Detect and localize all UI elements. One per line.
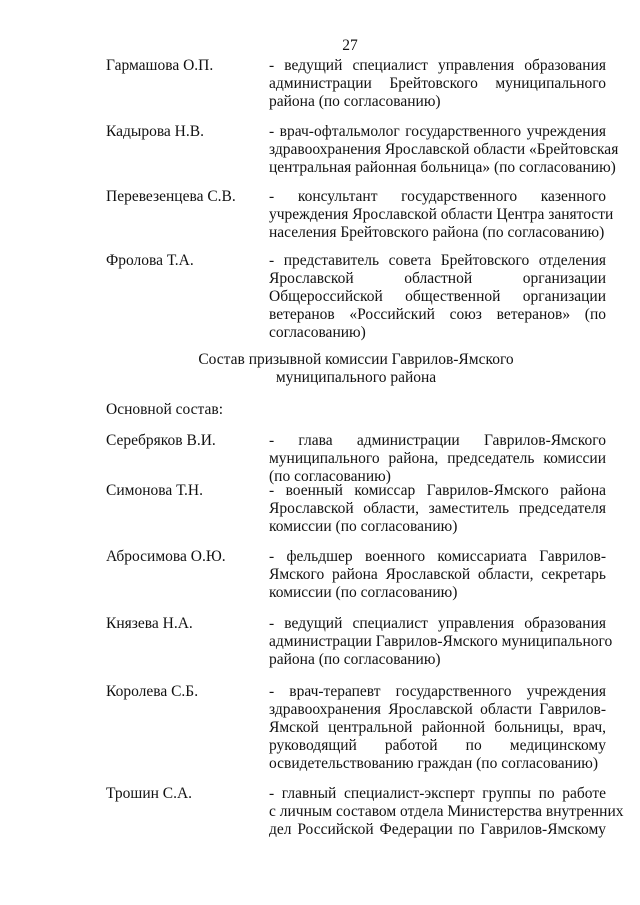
description-line: района (по согласованию) bbox=[269, 651, 441, 668]
description-line: администрации Брейтовского муниципального bbox=[269, 75, 606, 92]
description-line: (по согласованию) bbox=[269, 468, 391, 485]
description-line: с личным составом отдела Министерства внутренних bbox=[269, 803, 624, 820]
member-name: Серебряков В.И. bbox=[106, 432, 216, 449]
member-description bbox=[269, 615, 613, 669]
member-description bbox=[269, 188, 614, 242]
description-line: - ведущий специалист управления образования bbox=[269, 615, 606, 632]
description-line: здравоохранения Ярославской области Гаврилов- bbox=[269, 701, 606, 718]
section-title-line: муниципального района bbox=[275, 369, 437, 386]
member-description bbox=[269, 432, 606, 486]
description-line: здравоохранения Ярославской области «Брейтовская bbox=[269, 141, 619, 158]
member-name: Князева Н.А. bbox=[106, 615, 193, 632]
description-line: - ведущий специалист управления образования bbox=[269, 57, 606, 74]
member-description bbox=[269, 683, 606, 773]
member-name: Симонова Т.Н. bbox=[106, 482, 203, 499]
member-description bbox=[269, 482, 606, 536]
member-description bbox=[269, 785, 624, 839]
description-line: согласованию) bbox=[269, 324, 366, 341]
description-line: - консультант государственного казенного bbox=[269, 188, 606, 205]
page-number: 27 bbox=[342, 37, 358, 54]
member-name: Кадырова Н.В. bbox=[106, 123, 204, 140]
description-line: учреждения Ярославской области Центра занятости bbox=[269, 206, 614, 223]
section-title bbox=[106, 351, 606, 387]
description-line: района (по согласованию) bbox=[269, 93, 441, 110]
description-line: населения Брейтовского района (по согласованию) bbox=[269, 224, 605, 241]
section-title-line: Состав призывной комиссии Гаврилов-Ямского bbox=[198, 351, 514, 368]
description-line: Ярославской областной организации bbox=[269, 270, 606, 287]
description-line: Ямского района Ярославской области, секретарь bbox=[269, 566, 606, 583]
description-line: центральная районная больница» (по согласованию) bbox=[269, 159, 616, 176]
description-line: - военный комиссар Гаврилов-Ямского района bbox=[269, 482, 606, 499]
member-name: Перевезенцева С.В. bbox=[106, 188, 236, 205]
description-line: администрации Гаврилов-Ямского муниципального bbox=[269, 633, 613, 650]
description-line: Ярославской области, заместитель председателя bbox=[269, 500, 606, 517]
description-line: дел Российской Федерации по Гаврилов-Ямскому bbox=[269, 821, 606, 838]
description-line: - представитель совета Брейтовского отделения bbox=[269, 252, 606, 269]
description-line: Общероссийской общественной организации bbox=[269, 288, 606, 305]
description-line: муниципального района, председатель комиссии bbox=[269, 450, 606, 467]
member-name: Абросимова О.Ю. bbox=[106, 548, 226, 565]
description-line: - врач-офтальмолог государственного учреждения bbox=[269, 123, 606, 140]
description-line: - фельдшер военного комиссариата Гаврилов- bbox=[269, 548, 606, 565]
description-line: руководящий работой по медицинскому bbox=[269, 737, 606, 754]
description-line: - глава администрации Гаврилов-Ямского bbox=[269, 432, 606, 449]
member-name: Королева С.Б. bbox=[106, 683, 199, 700]
description-line: - главный специалист-эксперт группы по работе bbox=[269, 785, 606, 802]
member-description bbox=[269, 548, 606, 602]
member-description bbox=[269, 123, 619, 177]
member-name: Гармашова О.П. bbox=[106, 57, 214, 74]
description-line: освидетельствованию граждан (по согласованию) bbox=[269, 755, 598, 772]
description-line: комиссии (по согласованию) bbox=[269, 584, 458, 601]
description-line: ветеранов «Российский союз ветеранов» (по bbox=[269, 306, 606, 323]
member-name: Фролова Т.А. bbox=[106, 252, 194, 269]
description-line: комиссии (по согласованию) bbox=[269, 518, 458, 535]
member-description bbox=[269, 252, 606, 342]
member-description bbox=[269, 57, 606, 111]
description-line: - врач-терапевт государственного учреждения bbox=[269, 683, 606, 700]
main-composition-label: Основной состав: bbox=[106, 401, 224, 418]
member-name: Трошин С.А. bbox=[106, 785, 193, 802]
description-line: Ямской центральной районной больницы, врач, bbox=[269, 719, 606, 736]
